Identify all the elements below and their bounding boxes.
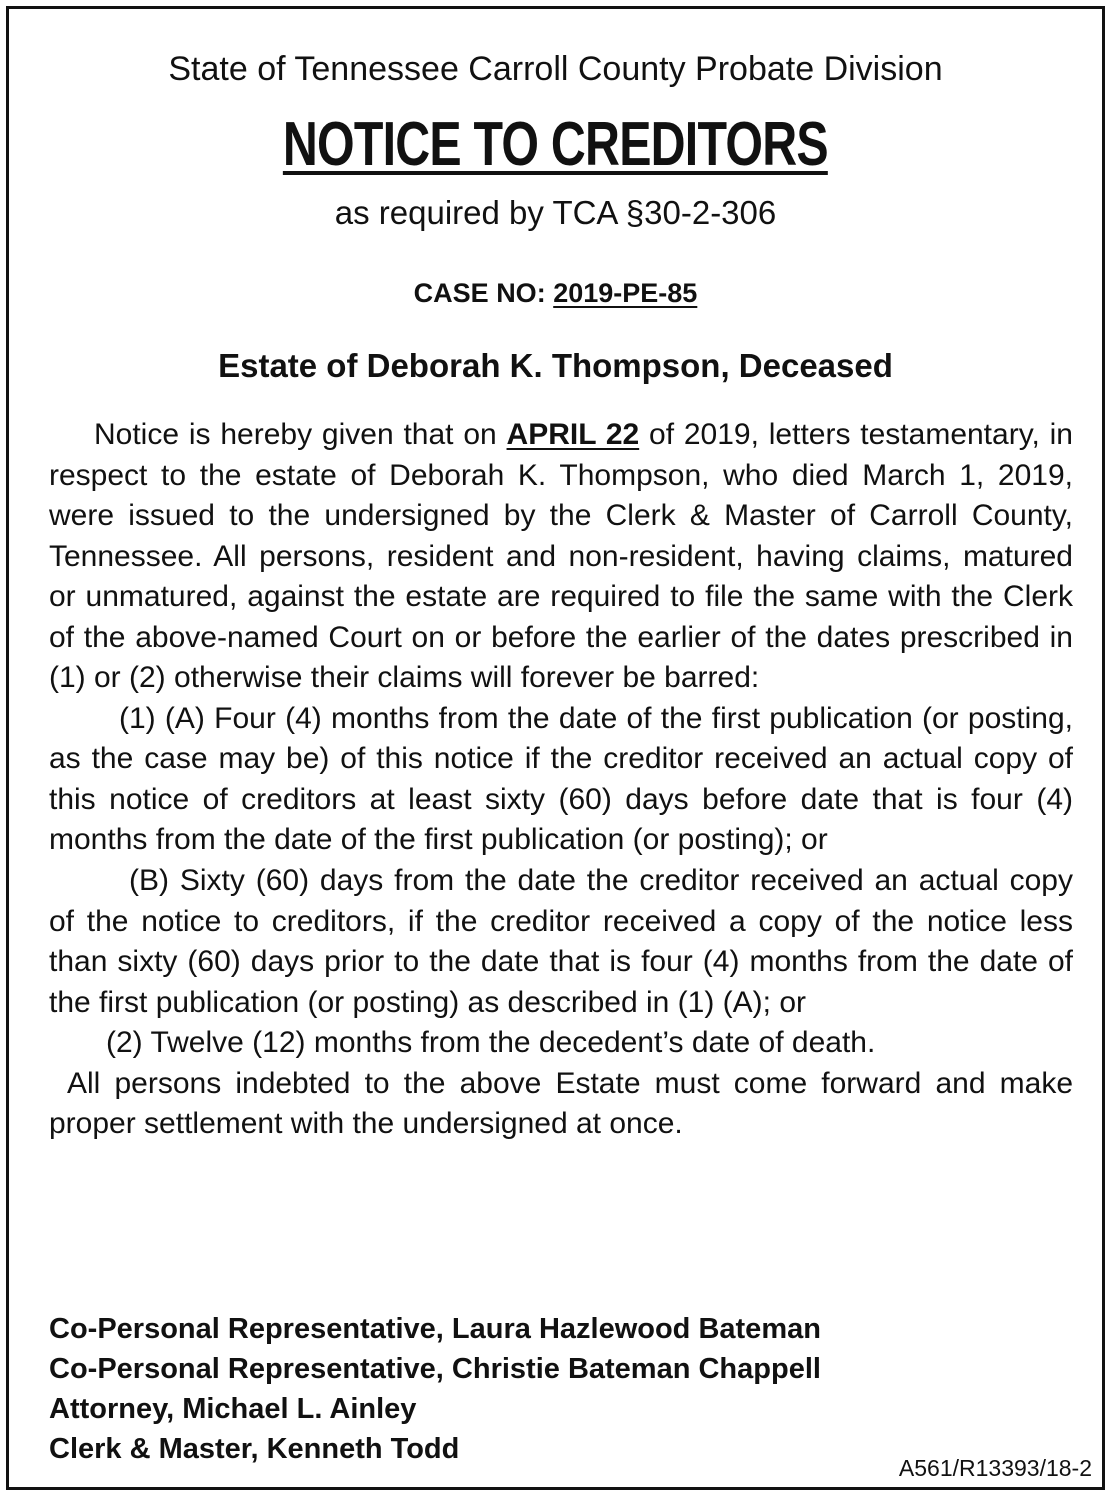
clause-1b: (B) Sixty (60) days from the date the creditor received an actual copy of the notice to creditors, if the creditor received a copy of the notice less than sixty (60) days prior to the date that is four (4) months from the date of the first publication (or posting) as described in (1) (A); or <box>49 864 1073 1019</box>
indebted-paragraph: All persons indebted to the above Estate must come forward and make proper settlement with the undersigned at once. <box>49 1066 1073 1141</box>
clause-2: (2) Twelve (12) months from the decedent’s date of death. <box>106 1026 876 1060</box>
notice-title <box>9 109 1102 181</box>
case-number: 2019-PE-85 <box>553 278 698 308</box>
statute-reference: as required by TCA §30-2-306 <box>334 194 777 231</box>
signatory-co-representative-1: Co-Personal Representative, Laura Hazlewood Bateman <box>49 1313 821 1345</box>
notice-body <box>49 415 1073 1145</box>
legal-notice <box>6 6 1105 1490</box>
case-number-line <box>9 273 1102 313</box>
signatory-clerk-master: Clerk & Master, Kenneth Todd <box>49 1433 460 1465</box>
estate-heading: Estate of Deborah K. Thompson, Deceased <box>218 347 893 384</box>
signatory-list <box>49 1309 821 1469</box>
ad-reference-code: A561/R13393/18-2 <box>898 1455 1092 1481</box>
court-division: State of Tennessee Carroll County Probate Division <box>168 50 943 88</box>
issue-date: APRIL 22 <box>506 418 640 451</box>
intro-paragraph <box>49 415 1073 699</box>
notice-title-text: NOTICE TO CREDITORS <box>283 110 828 179</box>
intro-text-after: of 2019, letters testamentary, in respect to the estate of Deborah K. Thompson, who died March 1, 2019, were issued to the undersigned by the Clerk & Master of Carroll County, Tennessee. All persons, resident and non-resident, having claims, matured or unmatured, against the estate are required to file the same with the Clerk of the above-named Court on or before the earlier of the dates prescribed in (1) or (2) otherwise their claims will forever be barred: <box>49 418 1073 695</box>
signatory-co-representative-2: Co-Personal Representative, Christie Bateman Chappell <box>49 1353 821 1385</box>
case-number-label: CASE NO: <box>413 278 546 308</box>
intro-text-before: Notice is hereby given that on <box>94 418 507 451</box>
signatory-attorney: Attorney, Michael L. Ainley <box>49 1393 417 1425</box>
clause-1a: (1) (A) Four (4) months from the date of the first publication (or posting, as the case may be) of this notice if the creditor received an actual copy of this notice of creditors at least sixty (60) days before date that is four (4) months from the date of the first publication (or posting); or <box>49 701 1073 857</box>
